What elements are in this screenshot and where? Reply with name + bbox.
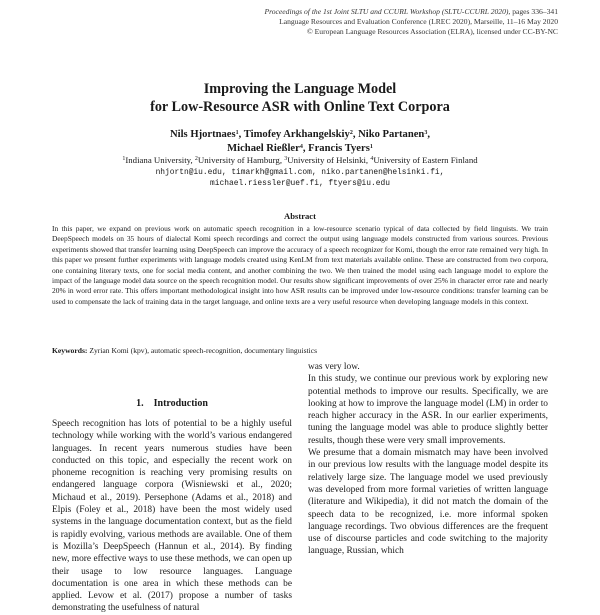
authors-line-1: Nils Hjortnaes$^1$, Timofey Arkhangelskiy$^2$, Niko Partanen$^3$, xyxy=(170,129,430,140)
paragraph: In this study, we continue our previous work by exploring new potential methods to improve our results. Specifically, we are looking at how to improve the language model (LM) in order to reach higher accuracy in the ASR. In our earlier experiments, tuning the language model was able to produce slightly better results, though these were very small improvements. xyxy=(308,374,548,446)
proceedings-header xyxy=(264,7,558,38)
left-column xyxy=(52,418,292,615)
paper-title xyxy=(0,80,600,116)
title-line-1: Improving the Language Model xyxy=(203,81,397,97)
right-column xyxy=(308,361,548,558)
author-name: Timofey Arkhangelskiy xyxy=(243,129,350,140)
authors-line-2: Michael Rießler$^4$, Francis Tyers$^1$ xyxy=(227,142,373,154)
author-emails xyxy=(0,167,600,189)
author-name: Francis Tyers xyxy=(308,142,370,154)
header-line-2: Language Resources and Evaluation Conference (LREC 2020), Marseille, 11–16 May 2020 xyxy=(279,17,558,27)
email-line-2: michael.riessler@uef.fi, ftyers@iu.edu xyxy=(210,179,390,188)
author-list xyxy=(0,128,600,155)
affiliations: $^1$Indiana University, $^2$University of Hamburg, $^3$University of Helsinki, $^4$University of Eastern Finland xyxy=(122,155,478,165)
section-heading xyxy=(52,398,292,409)
keywords-text: Zyrian Komi (kpv), automatic speech-recognition, documentary linguistics xyxy=(87,346,318,355)
abstract-text: In this paper, we expand on previous work on automatic speech recognition in a low-resource scenario typical of data collected by field linguists. We train DeepSpeech models on 35 hours of dialectal Komi speech recordings and correct the output using language models constructed from various sources. Previous experiments showed that transfer learning using DeepSpeech can improve the accuracy of a speech recognizer for Komi, though the error rate remained very high. In this paper we present further experiments with language models created using KenLM from text materials available online. These are constructed from two corpora, one containing literary texts, one for social media content, and another combining the two. We then trained the model using each language model to explore the impact of the language model data source on the speech recognition model. Our results show significant improvements of over 25% in character error rate and nearly 20% in word error rate. This offers important methodological insight into how ASR results can be improved under low-resource conditions: transfer learning can be used to compensate the lack of training data in the target language, and online texts are a very useful resource when developing language models in this context. xyxy=(52,224,548,306)
author-name: Michael Rießler xyxy=(227,142,300,154)
paragraph: was very low. xyxy=(308,362,360,372)
keywords-label: Keywords: xyxy=(52,346,88,355)
email-line-1: nhjortn@iu.edu, timarkh@gmail.com, niko.partanen@helsinki.fi, xyxy=(155,168,445,177)
keywords xyxy=(52,346,548,355)
paragraph: We presume that a domain mismatch may have been involved in our previous low results with the language model despite its relatively large size. The language model we used previously was developed from more formal varieties of written language (literature and Wikipedia), it did not match the domain of the speech data to be recognized, i.e. more informal spoken language recordings. Two obvious differences are the frequent use of discourse particles and code switching to the majority language, Russian, which xyxy=(308,448,548,557)
paragraph: Speech recognition has lots of potential to be a highly useful technology while working with the world’s various endangered languages. In recent years numerous studies have been conducted on this topic, and especially the recent work on phoneme recognition is reaching very promising results on endangered language corpora (Wisniewski et al., 2020; Michaud et al., 2019). Persephone (Adams et al., 2018) and Elpis (Foley et al., 2018) have been the most widely used systems in the language documentation context, but as the field is rapidly evolving, various methods are available. One of them is Mozilla’s DeepSpeech (Hannun et al., 2014). By finding new, more effective ways to use these methods, we can open up their usage to low resource languages. Language documentation is one area in which these methods can be applied. Levow et al. (2017) propose a number of tasks demonstrating the usefulness of natural xyxy=(52,419,292,614)
abstract-heading: Abstract xyxy=(284,211,316,221)
author-name: Niko Partanen xyxy=(358,129,425,140)
section-number: 1. xyxy=(136,398,144,409)
header-line-3: © European Language Resources Association (ELRA), licensed under CC-BY-NC xyxy=(306,27,558,37)
section-title: Introduction xyxy=(153,398,208,409)
title-line-2: for Low-Resource ASR with Online Text Corpora xyxy=(150,99,450,115)
header-line-1: Proceedings of the 1st Joint SLTU and CCURL Workshop (SLTU-CCURL 2020), pages 336–341 xyxy=(264,7,558,16)
author-name: Nils Hjortnaes xyxy=(170,129,236,140)
